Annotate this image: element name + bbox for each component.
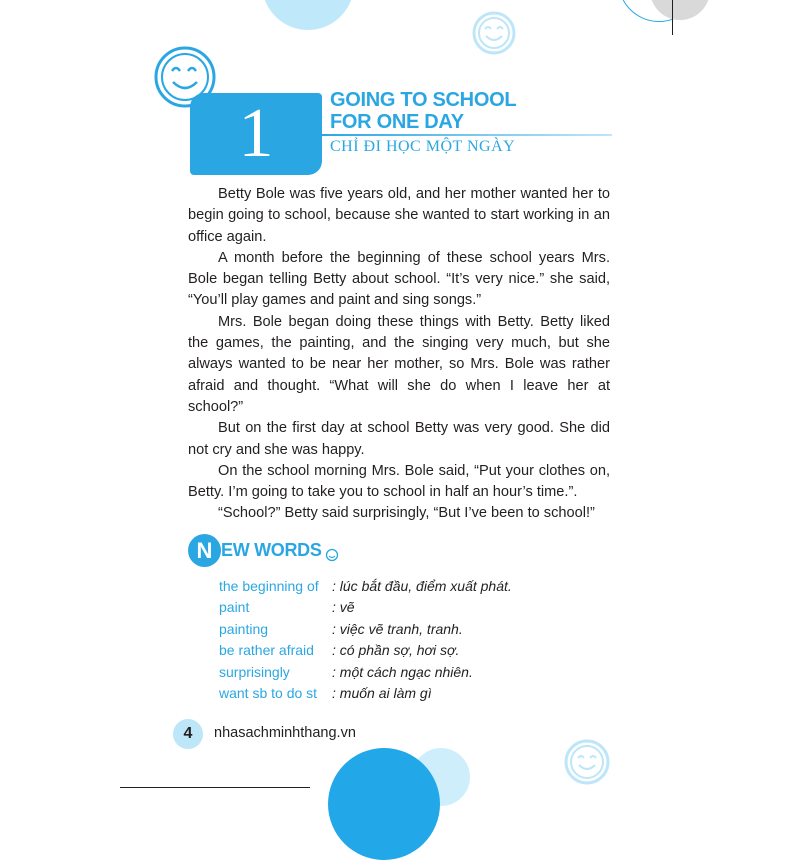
chapter-title-line1: GOING TO SCHOOL — [330, 89, 517, 111]
story-paragraph: But on the first day at school Betty was very good. She did not cry and she was happy. — [188, 420, 610, 458]
story-paragraph: Betty Bole was five years old, and her mother wanted her to begin going to school, because she wanted to start working in an office again. — [188, 186, 610, 245]
page-edge-rule — [672, 0, 673, 35]
vocab-definition: : muốn ai làm gì — [332, 684, 432, 701]
vocab-term: the beginning of — [219, 578, 319, 594]
chapter-title-line2: FOR ONE DAY — [330, 111, 464, 133]
story-paragraph: “School?” Betty said surprisingly, “But I’ve been to school!” — [218, 505, 595, 522]
new-words-heading: EW WORDS — [221, 540, 322, 560]
chapter-badge — [190, 93, 322, 175]
story-paragraph: On the school morning Mrs. Bole said, “Put your clothes on, Betty. I’m going to take you to school in half an hour’s time.”. — [188, 462, 610, 501]
decor-circle-bottom — [328, 748, 440, 860]
vocabulary-list — [219, 576, 512, 704]
vocab-item — [219, 683, 512, 704]
bottom-rule — [120, 787, 310, 788]
vocab-term: paint — [219, 599, 250, 616]
chapter-number: 1 — [238, 95, 274, 172]
new-words-initial: N — [196, 538, 213, 563]
page-number: 4 — [183, 725, 193, 742]
vocab-item — [219, 640, 512, 661]
chapter-subtitle: CHỈ ĐI HỌC MỘT NGÀY — [330, 138, 516, 155]
vocab-definition: : vẽ — [332, 599, 355, 616]
story-text — [188, 184, 610, 525]
smiley-icon-top — [470, 9, 518, 57]
vocab-term: painting — [219, 620, 269, 637]
story-paragraph: A month before the beginning of these school years Mrs. Bole began telling Betty about school. “It’s very nice.” she said, “You’ll play games and paint and sing songs.” — [188, 249, 610, 309]
mini-smiley-icon — [325, 548, 339, 562]
vocab-definition: : có phần sợ, hơi sợ. — [332, 642, 460, 659]
vocab-item — [219, 597, 512, 618]
story-paragraph: Mrs. Bole began doing these things with Betty. Betty liked the games, the painting, and the singing very much, but she always wanted to be near her mother, so Mrs. Bole was rather afraid and thought. “What will she do when I leave her at school?” — [188, 313, 610, 415]
smiley-icon-bottom — [562, 737, 612, 787]
vocab-definition: : một cách ngạc nhiên. — [332, 663, 473, 680]
vocab-term: want sb to do st — [219, 684, 318, 701]
website-url: nhasachminhthang.vn — [214, 725, 356, 741]
vocab-definition: : lúc bắt đầu, điểm xuất phát. — [332, 578, 512, 594]
decor-circle-top — [262, 0, 354, 30]
vocab-term: be rather afraid — [219, 642, 314, 659]
vocab-item — [219, 576, 512, 597]
vocab-item — [219, 619, 512, 640]
vocab-definition: : việc vẽ tranh, tranh. — [332, 620, 463, 637]
vocab-term: surprisingly — [219, 663, 290, 680]
title-underline — [322, 134, 612, 136]
vocab-item — [219, 662, 512, 683]
